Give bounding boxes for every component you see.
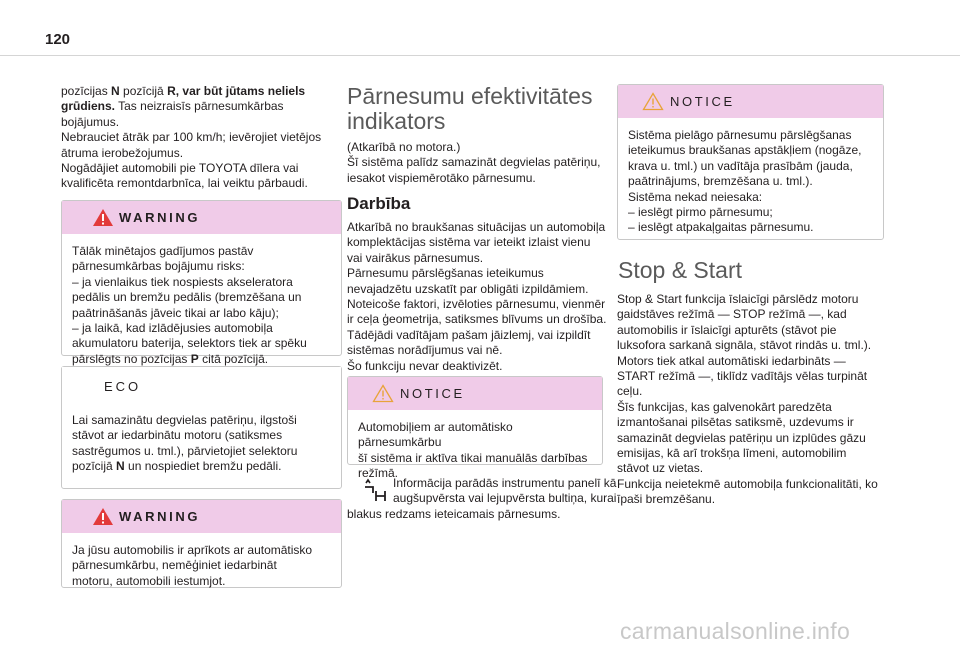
warning-triangle-icon (92, 507, 114, 526)
warning-box-title: WARNING (119, 210, 201, 225)
notice-box-body: Automobiļiem ar automātisko pārnesumkārbu šī sistēma ir aktīva tikai manuālās darbības režīmā. (358, 420, 588, 481)
intro-paragraph: pozīcijas N pozīcijā R, var būt jūtams neliels grūdiens. Tas neizraisīs pārnesumkārbas bojājumus. Nebrauciet ātrāk par 100 km/h; ievērojiet vietējos ātruma ierobežojumus. Nogādājiet automobili pie TOYOTA dīlera vai kvalificēta remontdarbnīca, lai veiktu pārbaudi. (61, 84, 322, 191)
section-intro: (Atkarībā no motora.) Šī sistēma palīdz samazināt degvielas patēriņu, iesakot vispiemērotāko pārnesumu. (347, 140, 601, 185)
section-body: Stop & Start funkcija īslaicīgi pārslēdz motoru gaidstāves režīmā — STOP režīmā —, kad automobilis ir īslaicīgi apturēts (stāvot pie luksofora sarkanā signāla, stāvot rindās u. tml.). Motors tiek atkal automātiski iedarbināts — START režīmā —, tiklīdz vadītājs vēlas turpināt ceļu. Šīs funkcijas, kas galvenokārt paredzēta izmantošanai pilsētas satiksmē, uzdevums ir samazināt degvielas patēriņu un izplūdes gāzu emisijas, kā arī trokšņa līmeni, automobilim stāvot uz vietas. Funkcija neietekmē automobiļa funkcionalitāti, ko īpaši bremzēšanu. (617, 292, 878, 507)
notice-box-header (348, 377, 602, 410)
section-heading: Pārnesumu efektivitātes indikators (347, 83, 593, 134)
info-block (347, 476, 628, 526)
warning-box-header (62, 500, 341, 533)
eco-box-body: Lai samazinātu degvielas patēriņu, ilgstoši stāvot ar iedarbinātu motoru (satiksmes sastrēgumos u. tml.), pārvietojiet selektoru pozīcijā N un nospiediet bremžu pedāli. (72, 413, 298, 474)
warning-box-title: WARNING (119, 509, 201, 524)
page-number: 120 (45, 31, 71, 48)
warning-box-header (62, 201, 341, 234)
section-body: Atkarībā no braukšanas situācijas un automobiļa komplektācijas sistēma var ieteikt izlaist vienu vai vairākus pārnesumus. Pārnesumu pārslēgšanas ieteikumus nevajadzētu uzskatīt par obligāti izpildāmiem. Noteicoše faktori, izvēloties pārnesumu, vienmēr ir ceļa ģeometrija, satiksmes blīvums un drošība. Tādējādi vadītājam pašam jāizlemj, vai izpildīt sistēmas norādījumus vai nē. Šo funkciju nevar deaktivizēt. (347, 220, 607, 373)
eco-box (61, 366, 342, 489)
notice-triangle-icon (372, 384, 394, 403)
warning-box-2 (61, 499, 342, 588)
warning-triangle-icon (92, 208, 114, 227)
notice-box-header (618, 85, 883, 118)
eco-box-title: ECO (104, 379, 142, 394)
notice-box-title: NOTICE (670, 94, 735, 109)
warning-box-1 (61, 200, 342, 366)
warning-box-body: Tālāk minētajos gadījumos pastāv pārnesumkārbas bojājumu risks: – ja vienlaikus tiek nospiests akseleratora pedālis un bremžu pedālis (bremzēšana un paātrināšanās jāveic tikai ar labo kāju); – ja laikā, kad izlādējusies automobiļa akumulatoru baterija, selektors tiek ar spēku pārslēgts no pozīcijas P citā pozīcijā. (72, 244, 307, 366)
notice-box (347, 376, 603, 481)
notice-triangle-icon (642, 92, 664, 111)
watermark: carmanualsonline.info (620, 618, 851, 644)
header-rule (0, 55, 960, 56)
notice-box-title: NOTICE (400, 386, 465, 401)
notice-box (617, 84, 884, 240)
info-text: Informācija parādās instrumentu panelī kā augšupvērsta vai lejupvērsta bultiņa, kurai blakus redzams ieteicamais pārnesums. (347, 476, 617, 521)
sub-heading: Darbība (347, 194, 411, 213)
eco-box-header (62, 367, 341, 400)
warning-box-body: Ja jūsu automobilis ir aprīkots ar automātisko pārnesumkārbu, nemēģiniet iedarbināt motoru, automobili iestumjot. (72, 543, 313, 588)
section-heading: Stop & Start (618, 257, 743, 283)
page-header (0, 0, 960, 56)
notice-box-body: Sistēma pielāgo pārnesumu pārslēgšanas ieteikumus braukšanas apstākļiem (nogāze, krava u. tml.) un vadītāja prasībām (jauda, paātrinājums, bremzēšana u. tml.). Sistēma nekad neiesaka: – ieslēgt pirmo pārnesumu; – ieslēgt atpakaļgaitas pārnesumu. (628, 128, 862, 235)
